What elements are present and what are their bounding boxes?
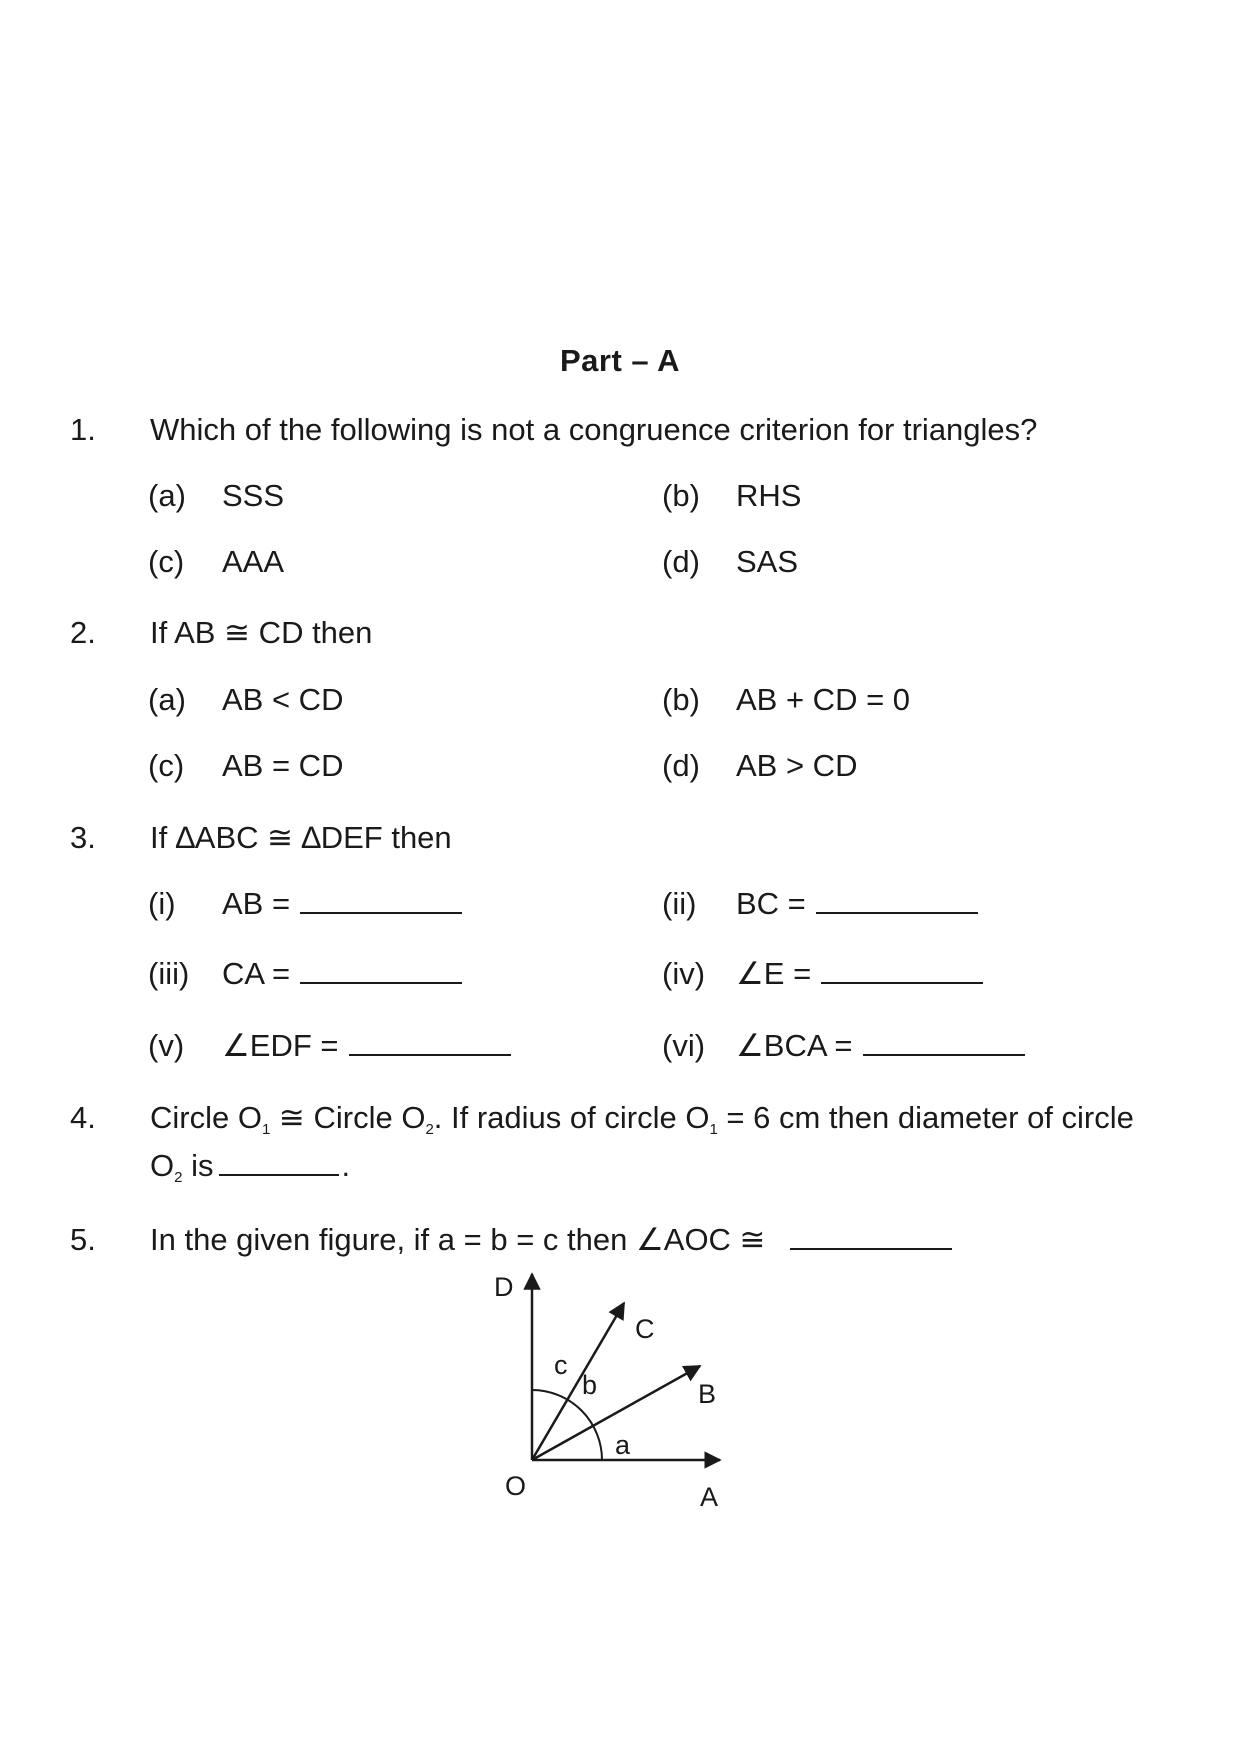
- option-label: (d): [662, 544, 700, 579]
- item-label: (v): [148, 1028, 185, 1063]
- question-2-option-a[interactable]: [148, 682, 343, 718]
- answer-blank[interactable]: [790, 1224, 952, 1250]
- text-fragment: . If radius of circle O: [433, 1100, 710, 1135]
- option-label: (c): [148, 544, 185, 579]
- question-3-number: 3.: [70, 820, 96, 855]
- option-label: (a): [148, 478, 186, 513]
- answer-blank[interactable]: [816, 888, 978, 914]
- item-text: ∠EDF =: [222, 1028, 339, 1063]
- question-3-item-i: [148, 886, 462, 922]
- question-1-text: Which of the following is not a congruence criterion for triangles?: [150, 412, 1038, 447]
- question-1-option-a[interactable]: [148, 478, 284, 514]
- option-label: (a): [148, 682, 186, 717]
- option-label: (b): [662, 478, 700, 513]
- text-fragment: In the given figure, if a = b = c then ∠AOC ≅: [150, 1222, 766, 1257]
- item-text: CA =: [222, 956, 291, 991]
- item-text: ∠E =: [736, 956, 812, 991]
- subscript: 2: [425, 1121, 434, 1138]
- question-1-option-b[interactable]: [662, 478, 801, 514]
- question-2-option-b[interactable]: [662, 682, 910, 718]
- option-text: SAS: [736, 544, 799, 579]
- option-label: (d): [662, 748, 700, 783]
- option-label: (b): [662, 682, 700, 717]
- option-text: AB > CD: [736, 748, 858, 783]
- question-3-item-v: [148, 1028, 511, 1064]
- label-c: c: [554, 1350, 568, 1380]
- question-1-number: 1.: [70, 412, 96, 447]
- answer-blank[interactable]: [300, 958, 462, 984]
- question-4-number: 4.: [70, 1100, 96, 1135]
- question-1-option-c[interactable]: [148, 544, 284, 580]
- question-4-text-line2: [150, 1148, 350, 1186]
- ray-OC: [532, 1303, 624, 1460]
- item-label: (iii): [148, 956, 190, 991]
- question-2-text: If AB ≅ CD then: [150, 615, 373, 650]
- question-3-item-vi: [662, 1028, 1025, 1064]
- angle-figure: [470, 1270, 770, 1530]
- question-3-item-iii: [148, 956, 462, 992]
- text-fragment: = 6 cm then diameter of circle: [717, 1100, 1134, 1135]
- question-2-option-c[interactable]: [148, 748, 343, 784]
- question-1-option-d[interactable]: [662, 544, 798, 580]
- answer-blank[interactable]: [300, 888, 462, 914]
- item-label: (i): [148, 886, 176, 921]
- text-fragment: Circle O: [150, 1100, 262, 1135]
- option-text: RHS: [736, 478, 802, 513]
- question-2-number: 2.: [70, 615, 96, 650]
- answer-blank[interactable]: [863, 1030, 1025, 1056]
- option-text: AB = CD: [222, 748, 344, 783]
- question-3-text: If ∆ABC ≅ ∆DEF then: [150, 820, 452, 855]
- question-2-option-d[interactable]: [662, 748, 857, 784]
- label-C: C: [635, 1314, 655, 1344]
- text-fragment: .: [341, 1148, 351, 1183]
- answer-blank[interactable]: [821, 958, 983, 984]
- label-b: b: [582, 1370, 598, 1400]
- option-text: AB < CD: [222, 682, 344, 717]
- label-A: A: [700, 1482, 719, 1512]
- option-text: SSS: [222, 478, 285, 513]
- item-label: (ii): [662, 886, 697, 921]
- label-D: D: [494, 1272, 514, 1302]
- label-B: B: [698, 1379, 717, 1409]
- option-label: (c): [148, 748, 185, 783]
- answer-blank[interactable]: [219, 1150, 339, 1176]
- subscript: 1: [709, 1121, 718, 1138]
- text-fragment: O: [150, 1148, 175, 1183]
- text-fragment: is: [182, 1148, 214, 1183]
- label-O: O: [505, 1471, 527, 1501]
- question-5-number: 5.: [70, 1222, 96, 1257]
- question-4-text-line1: [150, 1100, 1134, 1138]
- subscript: 1: [261, 1121, 271, 1138]
- label-a: a: [615, 1430, 631, 1460]
- text-fragment: ≅ Circle O: [270, 1100, 426, 1135]
- item-label: (vi): [662, 1028, 706, 1063]
- section-heading: Part – A: [559, 343, 680, 378]
- option-text: AAA: [222, 544, 285, 579]
- question-3-item-ii: [662, 886, 978, 922]
- item-label: (iv): [662, 956, 706, 991]
- item-text: BC =: [736, 886, 806, 921]
- item-text: AB =: [222, 886, 291, 921]
- option-text: AB + CD = 0: [736, 682, 911, 717]
- question-5-text: [150, 1222, 952, 1258]
- answer-blank[interactable]: [349, 1030, 511, 1056]
- question-3-item-iv: [662, 956, 983, 992]
- item-text: ∠BCA =: [736, 1028, 853, 1063]
- subscript: 2: [174, 1169, 183, 1186]
